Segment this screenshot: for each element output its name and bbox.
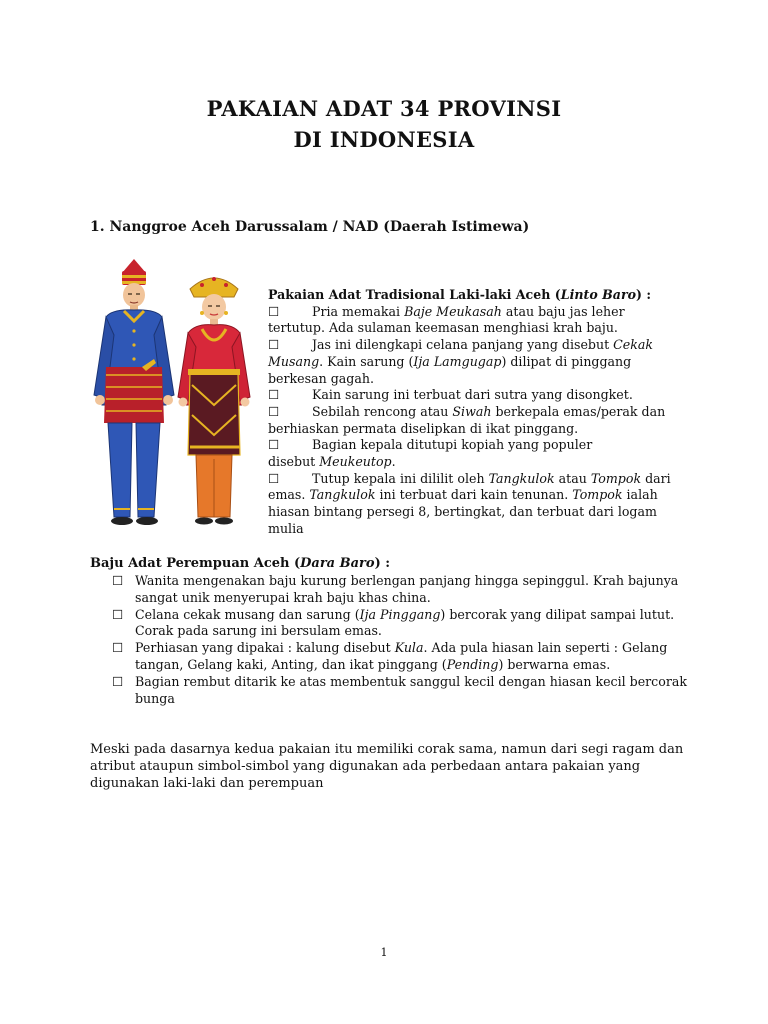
women-item-1: ☐ Wanita mengenakan baju kurung berlengan panjang hingga sepinggul. Krah bajunya sangat unik menyerupai krah baju khas china. (112, 573, 679, 605)
women-costume-list (112, 573, 712, 707)
section-heading-aceh: 1. Nanggroe Aceh Darussalam / NAD (Daerah Istimewa) (90, 219, 530, 235)
document-title-line1: PAKAIAN ADAT 34 PROVINSI (206, 96, 562, 121)
men-item-1: ☐ Pria memakai Baje Meukasah atau baju jas leher (268, 303, 625, 319)
women-item-3: ☐ Perhiasan yang dipakai : kalung disebut Kula. Ada pula hiasan lain seperti : Gelang tangan, Gelang kaki, Anting, dan ikat pinggang (Pending) berwarna emas. (112, 640, 668, 672)
checkbox-icon: ☐ (268, 337, 280, 353)
checkbox-icon: ☐ (268, 303, 280, 319)
men-costume-description (268, 287, 703, 538)
men-item-2: ☐ Jas ini dilengkapi celana panjang yang disebut Cekak (268, 337, 654, 353)
checkbox-icon: ☐ (268, 437, 280, 453)
man-figure (94, 259, 174, 525)
men-item-6: ☐ Tutup kepala ini dililit oleh Tangkulok atau Tompok dari (268, 470, 671, 486)
page-number: 1 (380, 946, 388, 959)
checkbox-icon: ☐ (268, 470, 280, 486)
women-item-2: ☐ Celana cekak musang dan sarung (Ija Pinggang) bercorak yang dilipat sampai lutut. Corak pada sarung ini bersulam emas. (112, 606, 675, 639)
men-item-6-cont2: hiasan bintang persegi 8, bertingkat, dan terbuat dari logam (268, 504, 657, 520)
men-item-2-cont: Musang. Kain sarung (Ija Lamgugap) dilipat di pinggang (268, 353, 632, 369)
checkbox-icon: ☐ (112, 640, 124, 656)
men-item-4-cont: berhiaskan permata diselipkan di ikat pinggang. (268, 420, 579, 436)
men-item-1-cont: tertutup. Ada sulaman keemasan menghiasi krah baju. (268, 320, 618, 336)
men-item-6-cont3: mulia (268, 520, 304, 536)
men-item-6-cont: emas. Tangkulok ini terbuat dari kain tenunan. Tompok ialah (268, 487, 658, 503)
men-costume-heading: Pakaian Adat Tradisional Laki-laki Aceh (Linto Baro) : (268, 287, 651, 302)
men-item-5: ☐ Bagian kepala ditutupi kopiah yang populer (268, 437, 593, 453)
closing-paragraph: Meski pada dasarnya kedua pakaian itu memiliki corak sama, namun dari segi ragam dan atribut ataupun simbol-simbol yang digunakan ada perbedaan antara pakaian yang digunakan laki-laki dan perempuan (90, 742, 684, 791)
aceh-costume-illustration (92, 255, 258, 540)
checkbox-icon: ☐ (112, 606, 124, 622)
woman-figure (178, 277, 250, 525)
women-item-4: ☐ Bagian rembut ditarik ke atas membentuk sanggul kecil dengan hiasan kecil bercorak bunga (112, 673, 687, 706)
document-title-line2: DI INDONESIA (293, 127, 475, 152)
men-item-2-cont2: berkesan gagah. (268, 370, 374, 386)
women-costume-heading: Baju Adat Perempuan Aceh (Dara Baro) : (90, 556, 391, 571)
checkbox-icon: ☐ (112, 673, 124, 689)
checkbox-icon: ☐ (112, 573, 124, 588)
men-item-3: ☐ Kain sarung ini terbuat dari sutra yang disongket. (268, 387, 633, 403)
men-item-4: ☐ Sebilah rencong atau Siwah berkepala emas/perak dan (268, 403, 666, 419)
checkbox-icon: ☐ (268, 387, 280, 403)
checkbox-icon: ☐ (268, 403, 280, 419)
men-item-5-cont: disebut Meukeutop. (268, 454, 396, 470)
